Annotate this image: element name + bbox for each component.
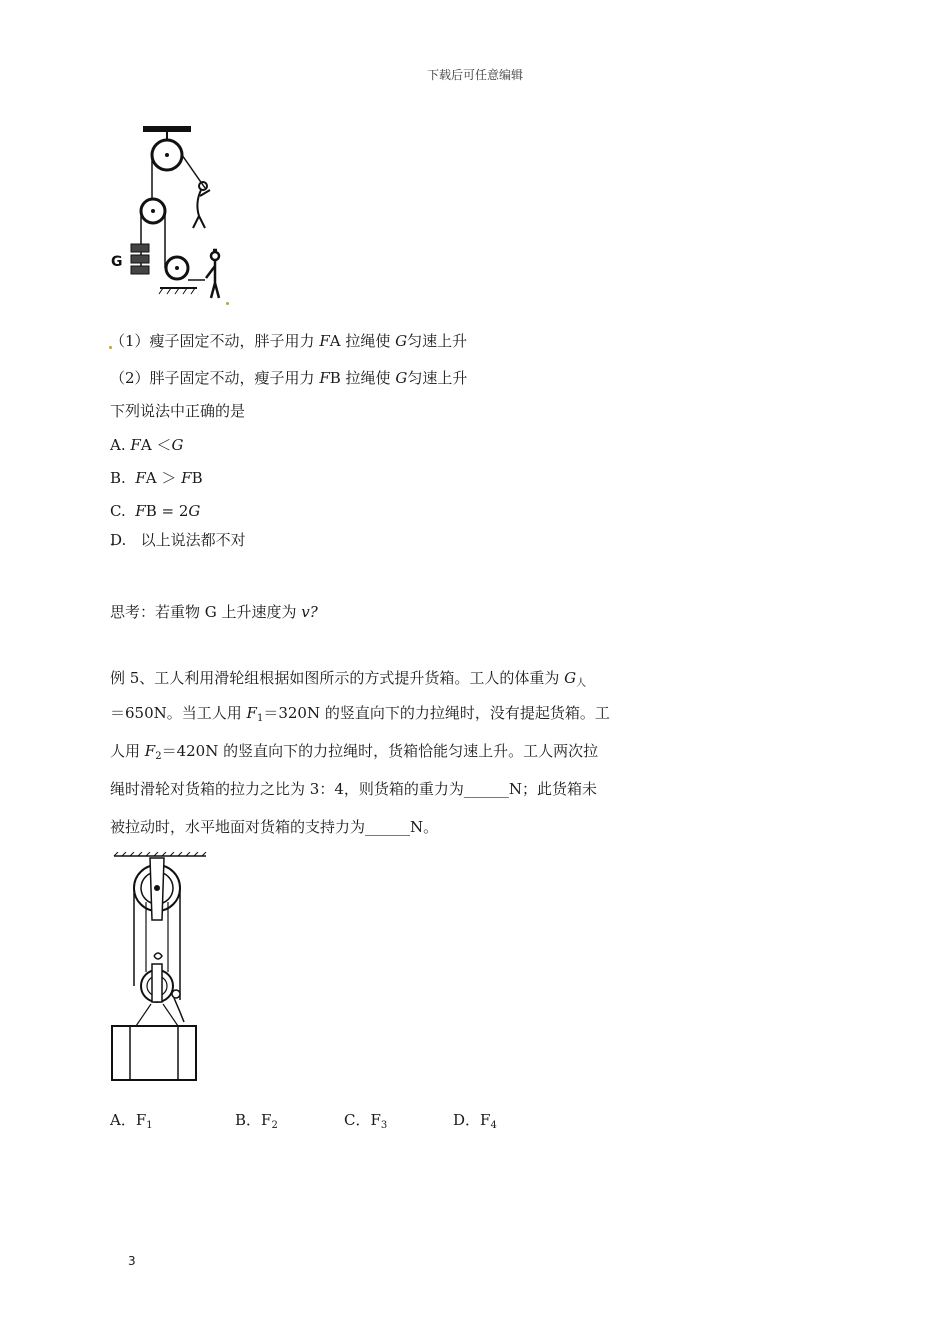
- option-d: D. 以上说法都不对: [110, 531, 246, 549]
- think-prompt: 思考：若重物 G 上升速度为 v?: [110, 603, 318, 621]
- example5-line4: 绳时滑轮对货箱的拉力之比为 3：4，则货箱的重力为______N；此货箱未: [110, 780, 597, 798]
- pulley-figure-2: [106, 852, 216, 1084]
- example5-line5: 被拉动时，水平地面对货箱的支持力为______N。: [110, 818, 439, 836]
- choice-a: A．$F_1$: [110, 1111, 153, 1131]
- page-header: 下载后可任意编辑: [426, 68, 523, 82]
- example5-line1: 例 5、工人利用滑轮组根据如图所示的方式提升货箱。工人的体重为 $G_人$: [110, 669, 587, 689]
- question-prompt: 下列说法中正确的是: [110, 402, 246, 420]
- option-c: C. FB = 2G: [110, 502, 201, 520]
- condition-1: （1）瘦子固定不动，胖子用力 FA 拉绳使 G匀速上升: [110, 332, 468, 350]
- choice-d: D．$F_4$: [453, 1111, 497, 1131]
- example5-line3: 人用 $F_2=420N$ 的竖直向下的力拉绳时，货箱恰能匀速上升。工人两次拉: [110, 742, 599, 762]
- condition-2: （2）胖子固定不动，瘦子用力 FB 拉绳使 G匀速上升: [110, 369, 468, 387]
- weight-label-G: G: [111, 254, 123, 270]
- example5-line2: ＝650N。当工人用 $F_1=320N$ 的竖直向下的力拉绳时，没有提起货箱。工: [110, 704, 610, 724]
- pulley-figure-1: [105, 118, 245, 318]
- choice-c: C．$F_3$: [344, 1111, 388, 1131]
- choice-b: B．$F_2$: [235, 1111, 278, 1131]
- page-number: 3: [128, 1254, 136, 1268]
- option-a: A. FA ＜G: [110, 436, 184, 454]
- option-b: B. FA ＞ FB: [110, 469, 203, 487]
- mark-dot: [226, 302, 229, 305]
